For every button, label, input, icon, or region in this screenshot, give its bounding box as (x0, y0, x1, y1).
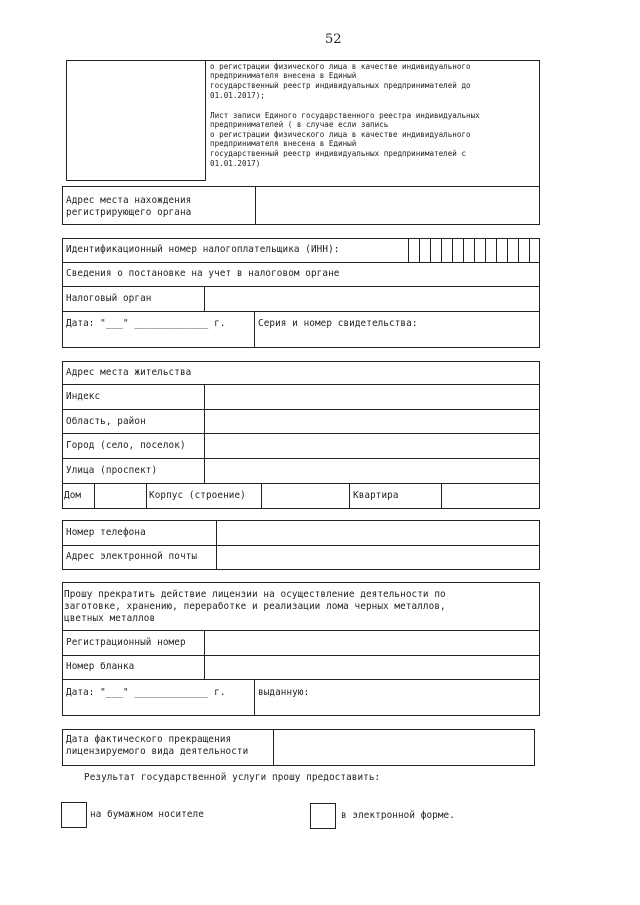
house-field[interactable] (96, 485, 145, 507)
top-para2-line3: о регистрации физического лица в качестве индивидуального (210, 130, 471, 139)
license-date-label: Дата: "___" _____________ г. (66, 687, 226, 698)
top-para1-line4: 01.01.2017); (210, 91, 265, 100)
registering-body-label-line1: Адрес места нахождения (66, 195, 192, 206)
email-label: Адрес электронной почты (66, 551, 198, 562)
region-label: Область, район (66, 416, 146, 427)
building-label: Корпус (строение) (149, 490, 246, 501)
apartment-label: Квартира (353, 490, 399, 501)
tax-office-field[interactable] (206, 288, 538, 310)
house-label: Дом (64, 490, 82, 501)
inn-label: Идентификационный номер налогоплательщика (ИНН): (66, 244, 340, 255)
license-request-line2: заготовке, хранению, переработке и реализации лома черных металлов, (64, 601, 446, 612)
street-field[interactable] (206, 460, 538, 482)
termination-label-line2: лицензируемого вида деятельности (66, 746, 249, 757)
index-label: Индекс (66, 391, 101, 402)
top-para2-line1: Лист записи Единого государственного реестра индивидуальных (210, 111, 480, 120)
street-label: Улица (проспект) (66, 465, 158, 476)
top-para2-line4: предпринимателя внесена в Единый (210, 139, 357, 148)
index-field[interactable] (206, 386, 538, 408)
registering-body-label-line2: регистрирующего органа (66, 207, 192, 218)
building-field[interactable] (263, 485, 348, 507)
city-label: Город (село, поселок) (66, 440, 186, 451)
termination-date-field[interactable] (275, 731, 533, 764)
top-para1-line1: о регистрации физического лица в качестве индивидуального (210, 62, 471, 71)
registering-body-address-field[interactable] (257, 188, 538, 223)
inn-digit-cells[interactable] (409, 239, 539, 261)
termination-label-line1: Дата фактического прекращения (66, 734, 232, 745)
tax-office-label: Налоговый орган (66, 293, 152, 304)
top-para1-line2: предпринимателя внесена в Единый (210, 71, 357, 80)
apartment-field[interactable] (443, 485, 538, 507)
license-request-line3: цветных металлов (64, 613, 156, 624)
reg-number-label: Регистрационный номер (66, 637, 186, 648)
blank-number-field[interactable] (206, 657, 538, 678)
paper-label: на бумажном носителе (90, 809, 204, 820)
residence-title: Адрес места жительства (66, 367, 192, 378)
top-para1-line3: государственный реестр индивидуальных предпринимателей до (210, 81, 471, 90)
issued-label: выданную: (258, 687, 310, 698)
region-field[interactable] (206, 411, 538, 432)
top-para2-line2: предпринимателей ( в случае если запись (210, 120, 389, 129)
city-field[interactable] (206, 435, 538, 457)
tax-registration-label: Сведения о постановке на учет в налоговом органе (66, 268, 340, 279)
electronic-checkbox[interactable] (310, 803, 336, 829)
certificate-label: Серия и номер свидетельства: (258, 318, 418, 329)
electronic-label: в электронной форме. (341, 810, 455, 821)
result-prompt: Результат государственной услуги прошу предоставить: (84, 772, 381, 783)
paper-checkbox[interactable] (61, 802, 87, 828)
email-field[interactable] (218, 547, 538, 569)
phone-field[interactable] (218, 522, 538, 544)
license-request-line1: Прошу прекратить действие лицензии на осуществление деятельности по (64, 589, 446, 600)
phone-label: Номер телефона (66, 527, 146, 538)
tax-date-label: Дата: "___" _____________ г. (66, 318, 226, 329)
page-number: 52 (325, 32, 342, 47)
reg-number-field[interactable] (206, 632, 538, 654)
top-para2-line6: 01.01.2017) (210, 159, 261, 168)
top-para2-line5: государственный реестр индивидуальных предпринимателей с (210, 149, 467, 158)
blank-number-label: Номер бланка (66, 661, 135, 672)
